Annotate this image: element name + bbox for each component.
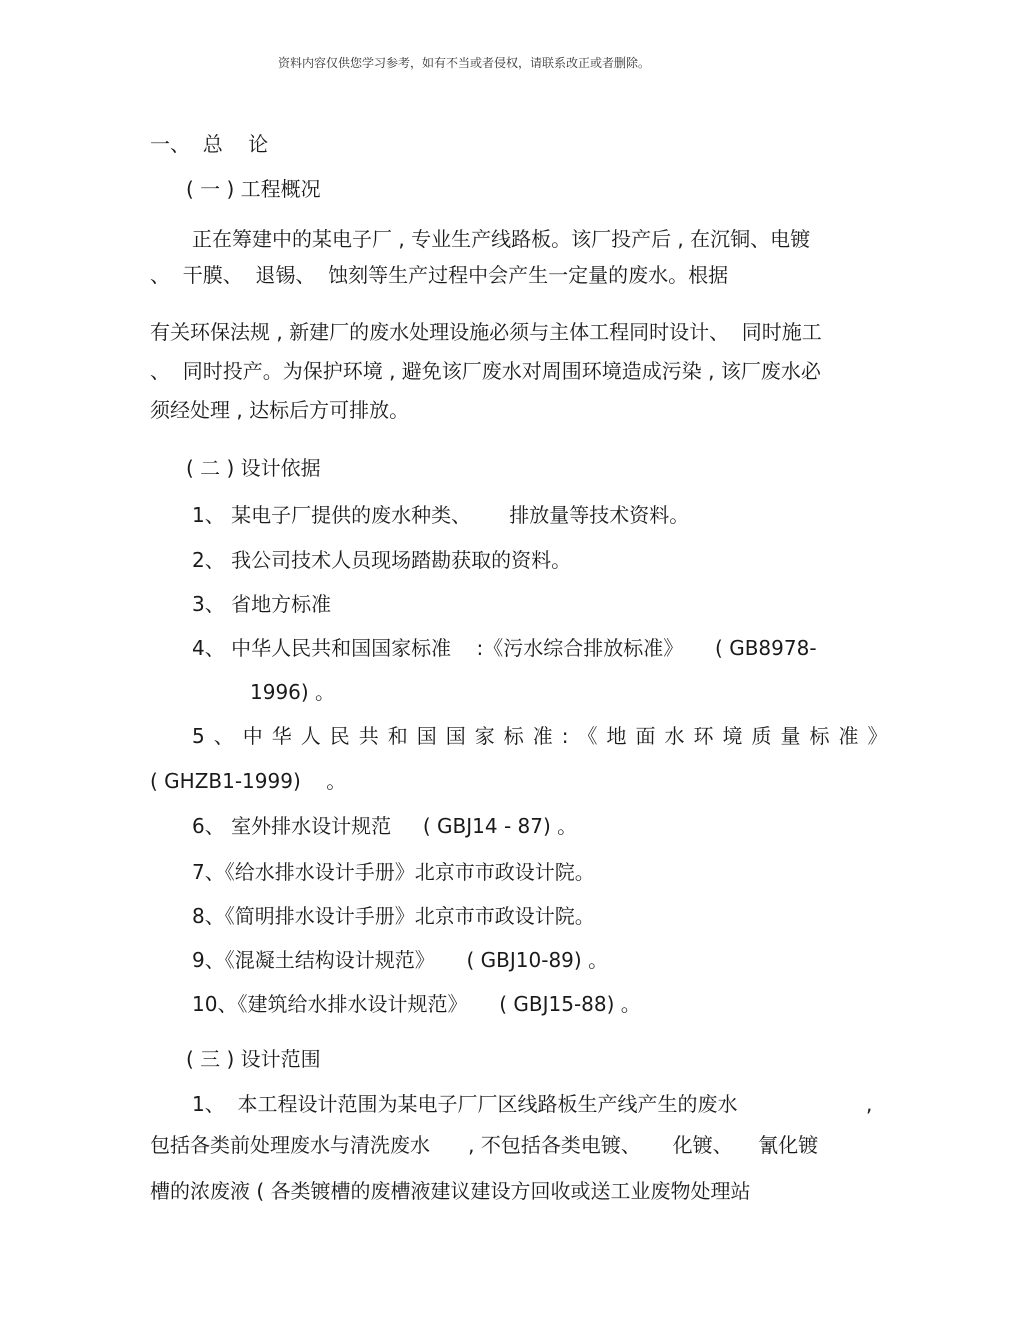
overview-line-4: 、 同时投产。为保护环境 , 避免该厂废水对周围环境造成污染 , 该厂废水必 (150, 359, 821, 383)
basis-item-10: 10、《建筑给水排水设计规范》 ( GBJ15-88) 。 (192, 992, 641, 1016)
overview-line-5: 须经处理 , 达标后方可排放。 (150, 398, 410, 422)
disclaimer-text: 资料内容仅供您学习参考，如有不当或者侵权，请联系改正或者删除。 (278, 56, 651, 70)
basis-item-7: 7、《给水排水设计手册》北京市市政设计院。 (192, 860, 595, 884)
basis-item-9: 9、《混凝土结构设计规范》 ( GBJ10-89) 。 (192, 948, 609, 972)
basis-item-6: 6、 室外排水设计规范 ( GBJ14 - 87) 。 (192, 814, 578, 838)
basis-item-5: 5、中华人民共和国国家标准:《地面水环境质量标准》 (192, 724, 897, 748)
scope-heading: ( 三 ) 设计范围 (186, 1047, 321, 1071)
basis-item-2: 2、 我公司技术人员现场踏勘获取的资料。 (192, 548, 572, 572)
overview-line-2: 、 干膜、 退锡、 蚀刻等生产过程中会产生一定量的废水。根据 (150, 263, 729, 287)
basis-item-4: 4、 中华人民共和国国家标准 :《污水综合排放标准》 ( GB8978- (192, 636, 817, 660)
scope-line-3: 槽的浓废液 ( 各类镀槽的废槽液建议建设方回收或送工业废物处理站 (150, 1179, 751, 1203)
overview-line-1: 正在筹建中的某电子厂 , 专业生产线路板。该厂投产后 , 在沉铜、电镀 (192, 227, 811, 251)
section-title: 一、 总 论 (150, 132, 269, 156)
scope-line-1: 1、 本工程设计范围为某电子厂厂区线路板生产线产生的废水 (192, 1092, 738, 1116)
scope-line-1-comma: , (866, 1092, 873, 1116)
basis-item-8: 8、《简明排水设计手册》北京市市政设计院。 (192, 904, 595, 928)
basis-item-5-cont: ( GHZB1-1999) 。 (150, 769, 347, 793)
basis-item-3: 3、 省地方标准 (192, 592, 332, 616)
scope-line-2: 包括各类前处理废水与清洗废水 , 不包括各类电镀、 化镀、 氰化镀 (150, 1133, 819, 1157)
overview-heading: ( 一 ) 工程概况 (186, 177, 321, 201)
basis-heading: ( 二 ) 设计依据 (186, 456, 321, 480)
basis-item-4-cont: 1996) 。 (250, 680, 336, 704)
basis-item-1: 1、 某电子厂提供的废水种类、 排放量等技术资料。 (192, 503, 690, 527)
overview-line-3: 有关环保法规 , 新建厂的废水处理设施必须与主体工程同时设计、 同时施工 (150, 320, 822, 344)
